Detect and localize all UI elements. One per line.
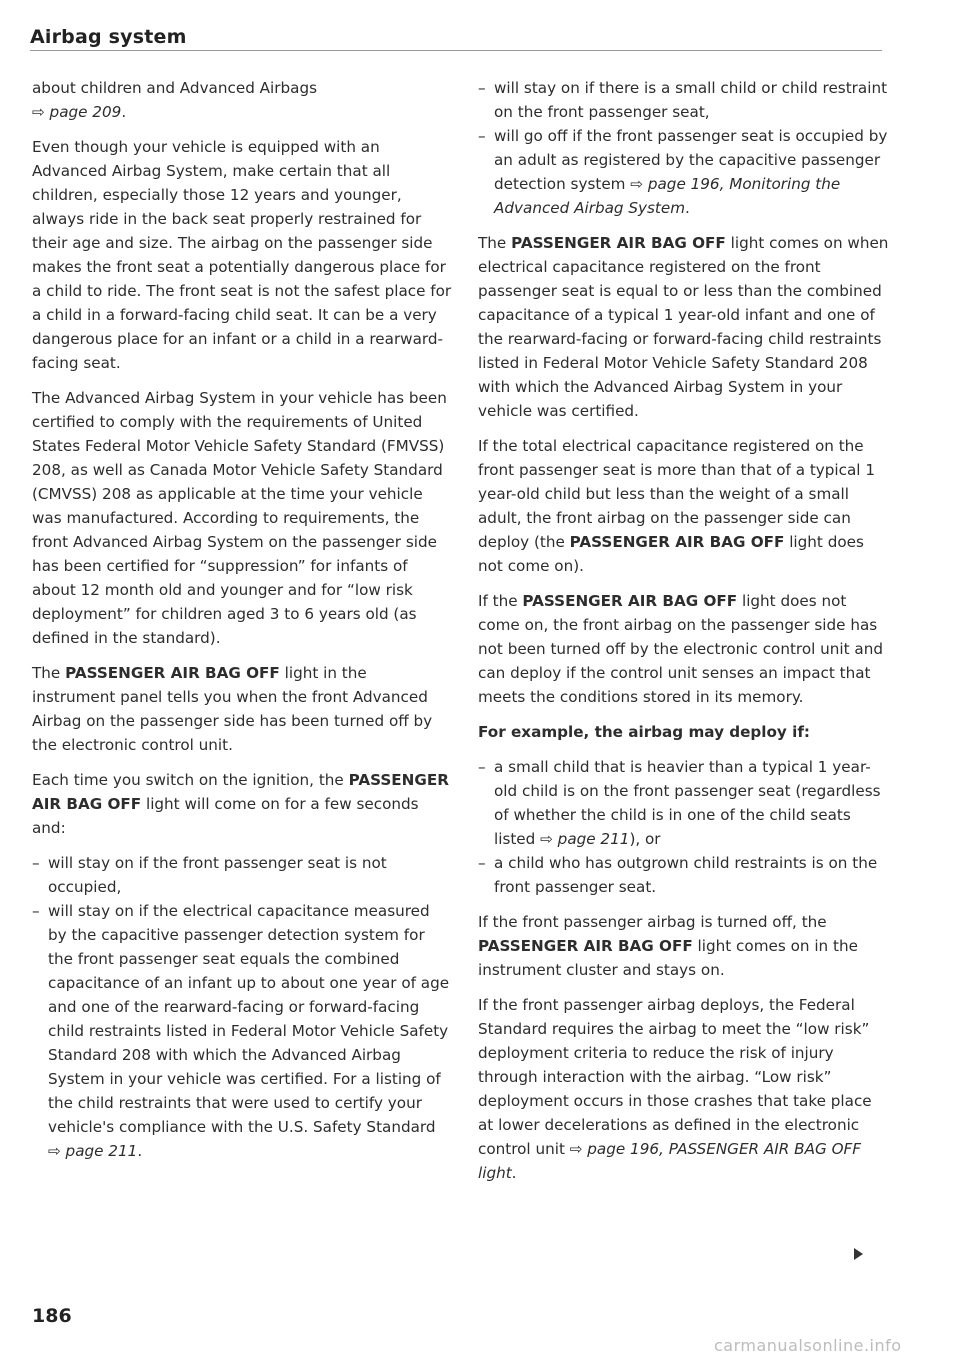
paragraph (478, 910, 890, 982)
example-list (478, 755, 890, 899)
text: Each time you switch on the ignition, the (32, 771, 349, 789)
warning-light-label: PASSENGER AIR BAG OFF (478, 937, 693, 955)
warning-light-label: PASSENGER AIR BAG OFF (569, 533, 785, 551)
paragraph (478, 434, 890, 578)
warning-light-label: PASSENGER AIR BAG OFF (65, 664, 280, 682)
list-item: – will stay on if there is a small child or child restraint on the front passenger seat, (478, 76, 890, 124)
text: . (511, 1164, 517, 1182)
list-item (478, 124, 890, 220)
text: ), or (629, 830, 661, 848)
text: The (32, 664, 66, 682)
text: . (121, 103, 127, 121)
text: will go off if the front passenger seat is occupied by an adult as registered by the capacitive passenger detection system (494, 127, 888, 193)
left-column (32, 76, 452, 1174)
paragraph (32, 661, 452, 757)
warning-light-label: PASSENGER AIR BAG OFF (511, 234, 726, 252)
paragraph (478, 589, 890, 709)
text: light comes on in the instrument cluster and stays on. (478, 937, 858, 979)
paragraph (478, 993, 890, 1185)
text: If the (478, 592, 523, 610)
text: will stay on if the electrical capacitance measured by the capacitive passenger detection system for the front passenger seat equals the combined capacitance of an infant up to about one year of age and one of the rearward-facing or forward-facing child restraints listed in Federal Motor Vehicle Safety Standard 208 with which the Advanced Airbag System in your vehicle was certified. For a listing of the child restraints that were used to certify your vehicle's compliance with the U.S. Safety Standard (48, 902, 450, 1136)
list-item: – will stay on if the front passenger seat is not occupied, (32, 851, 452, 899)
paragraph: The Advanced Airbag System in your vehicle has been certified to comply with the requirements of United States Federal Motor Vehicle Safety Standard (FMVSS) 208, as well as Canada Motor Vehicle Safety Standard (CMVSS) 208 as applicable at the time your vehicle was manufactured. According to requirements, the front Advanced Airbag System on the passenger side has been certified for “suppression” for infants of about 12 month old and younger and for “low risk deployment” for children aged 3 to 6 years old (as defined in the standard). (32, 389, 447, 647)
text: . (685, 199, 690, 217)
text: about children and Advanced Airbags (32, 79, 318, 97)
text: light will come on for a few seconds and: (32, 795, 419, 837)
list-item: – a child who has outgrown child restraints is on the front passenger seat. (478, 851, 890, 899)
warning-light-label: PASSENGER AIR BAG OFF (522, 592, 738, 610)
header-divider (30, 50, 882, 51)
list-item (32, 899, 452, 1163)
text: If the total electrical capacitance registered on the front passenger seat is more than that of a typical 1 year-old child but less than the weight of a small adult, the front airbag on the passenger side can deploy (the (478, 437, 876, 551)
example-heading: For example, the airbag may deploy if: (478, 723, 811, 741)
text: light does not come on). (478, 533, 864, 575)
section-title: Airbag system (30, 26, 187, 48)
paragraph (32, 768, 452, 840)
continue-arrow-icon (854, 1248, 863, 1260)
text: light in the instrument panel tells you when the front Advanced Airbag on the passenger side has been turned off by the electronic control unit. (32, 664, 433, 754)
right-column (478, 76, 890, 1196)
condition-list (478, 76, 890, 220)
paragraph: Even though your vehicle is equipped with an Advanced Airbag System, make certain that all children, especially those 12 years and younger, always ride in the back seat properly restrained for their age and size. The airbag on the passenger side makes the front seat a potentially dangerous place for a child to ride. The front seat is not the safest place for a child in a forward-facing child seat. It can be a very dangerous place for an infant or a child in a rearward-facing seat. (32, 138, 452, 372)
page-reference-link[interactable]: ⇨ page 211 (48, 1142, 138, 1160)
page-reference-link[interactable]: ⇨ page 209 (32, 103, 122, 121)
page-reference-link[interactable]: ⇨ page 196, PASSENGER AIR BAG OFF light (478, 1140, 862, 1182)
watermark: carmanualsonline.info (714, 1336, 902, 1355)
condition-list (32, 851, 452, 1163)
page-reference-link[interactable]: ⇨ page 196, Monitoring the Advanced Airbag System (494, 175, 841, 217)
list-item (478, 755, 890, 851)
page-number: 186 (32, 1305, 72, 1327)
paragraph (478, 231, 890, 423)
warning-light-label: PASSENGER AIR BAG OFF (32, 771, 449, 813)
text: The (478, 234, 512, 252)
page-reference-link[interactable]: ⇨ page 211 (540, 830, 630, 848)
paragraph (32, 76, 452, 124)
text: light does not come on, the front airbag on the passenger side has not been turned off by the electronic control unit and can deploy if the control unit senses an impact that meets the conditions stored in its memory. (478, 592, 884, 706)
text: If the front passenger airbag deploys, the Federal Standard requires the airbag to meet the “low risk” deployment criteria to reduce the risk of injury through interaction with the airbag. “Low risk” deployment occurs in those crashes that take place at lower decelerations as defined in the electronic control unit (478, 996, 872, 1158)
text: . (137, 1142, 143, 1160)
text: a small child that is heavier than a typical 1 year-old child is on the front passenger seat (regardless of whether the child is in one of the child seats listed (494, 758, 881, 848)
text: If the front passenger airbag is turned off, the (478, 913, 827, 931)
text: light comes on when electrical capacitance registered on the front passenger seat is equal to or less than the combined capacitance of a typical 1 year-old infant and one of the rearward-facing or forward-facing child restraints listed in Federal Motor Vehicle Safety Standard 208 with which the Advanced Airbag System in your vehicle was certified. (478, 234, 889, 420)
